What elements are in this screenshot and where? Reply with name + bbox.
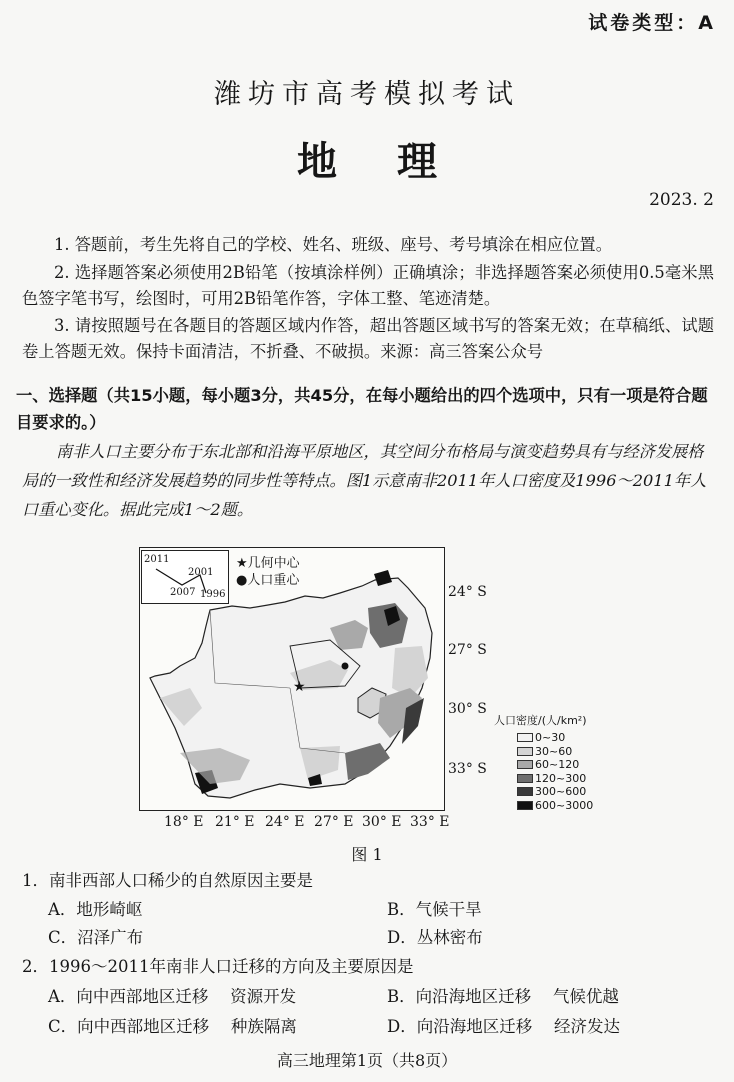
- density-legend-title: 人口密度/(人/km²): [494, 714, 587, 727]
- legend-label: 300~600: [535, 785, 587, 798]
- legend-swatch: [517, 733, 533, 742]
- inset-year-2011: 2011: [144, 554, 170, 565]
- legend-geometric-center: ★几何中心: [236, 556, 300, 571]
- instruction-2: 2. 选择题答案必须使用2B铅笔（按填涂样例）正确填涂；非选择题答案必须使用0.5毫米黑色签字笔书写，绘图时，可用2B铅笔作答，字体工整、笔迹清楚。: [22, 263, 714, 308]
- legend-swatch: [517, 787, 533, 796]
- q1-option-b[interactable]: B．气候干旱: [387, 900, 482, 919]
- lon-label-27: 27° E: [314, 814, 354, 830]
- density-legend-item: [517, 785, 586, 798]
- inset-year-1996: 1996: [200, 589, 226, 600]
- lat-label-27: 27° S: [448, 642, 487, 658]
- density-legend-item: [517, 745, 572, 758]
- legend-label: 0~30: [535, 731, 566, 744]
- legend-swatch: [517, 747, 533, 756]
- legend-label: 60~120: [535, 758, 580, 771]
- instruction-1: 1. 答题前，考生先将自己的学校、姓名、班级、座号、考号填涂在相应位置。: [54, 235, 612, 254]
- question-1-stem: 1．南非西部人口稀少的自然原因主要是: [22, 871, 313, 890]
- inset-year-2007: 2007: [170, 587, 196, 598]
- q1-option-a[interactable]: A．地形崎岖: [48, 900, 143, 919]
- subject-title: 地理: [297, 139, 497, 185]
- q1-option-c[interactable]: C．沼泽广布: [48, 928, 144, 947]
- density-legend-item: [517, 772, 586, 785]
- legend-swatch: [517, 801, 533, 810]
- density-legend-item: [517, 758, 579, 771]
- density-legend-item: [517, 731, 565, 744]
- geometric-center-star: ★: [293, 679, 306, 695]
- lat-label-30: 30° S: [448, 701, 487, 717]
- q2-option-b[interactable]: B．向沿海地区迁移 气候优越: [387, 987, 619, 1006]
- density-legend-item: [517, 799, 593, 812]
- q1-option-d[interactable]: D．丛林密布: [387, 928, 483, 947]
- lon-label-24: 24° E: [265, 814, 305, 830]
- population-center-dot: [342, 663, 349, 670]
- lon-label-21: 21° E: [215, 814, 255, 830]
- legend-label: 30~60: [535, 744, 573, 758]
- lat-label-24: 24° S: [448, 584, 487, 600]
- lon-label-30: 30° E: [362, 814, 402, 830]
- legend-swatch: [517, 760, 533, 769]
- legend-swatch: [517, 774, 533, 783]
- inset-year-2001: 2001: [188, 567, 214, 578]
- instruction-3: 3. 请按照题号在各题目的答题区域内作答，超出答题区域书写的答案无效；在草稿纸、试题卷上答题无效。保持卡面清洁，不折叠、不破损。来源：高三答案公众号: [22, 316, 714, 361]
- lon-label-18: 18° E: [164, 814, 204, 830]
- question-2-stem: 2．1996～2011年南非人口迁移的方向及主要原因是: [22, 957, 414, 976]
- legend-label: 600~3000: [535, 798, 594, 812]
- lat-label-33: 33° S: [448, 761, 487, 777]
- exam-date: 2023. 2: [649, 190, 714, 210]
- legend-population-center: ●人口重心: [236, 573, 300, 588]
- legend-label: 120~300: [535, 771, 587, 785]
- section-title: 一、选择题（共15小题，每小题3分，共45分，在每小题给出的四个选项中，只有一项是符合题目要求的。）: [16, 386, 708, 432]
- paper-type-label: 试卷类型：A: [588, 12, 716, 34]
- q2-option-a[interactable]: A．向中西部地区迁移 资源开发: [48, 987, 297, 1006]
- passage-text: 南非人口主要分布于东北部和沿海平原地区，其空间分布格局与演变趋势具有与经济发展格局的一致性和经济发展趋势的同步性等特点。图1示意南非2011年人口密度及1996～2011年人口重心变化。据此完成1～2题。: [22, 442, 707, 519]
- lon-label-33: 33° E: [410, 814, 450, 830]
- q2-option-c[interactable]: C．向中西部地区迁移 种族隔离: [48, 1017, 297, 1036]
- exam-title: 潍坊市高考模拟考试: [214, 79, 520, 110]
- population-center-inset: [141, 550, 229, 604]
- q2-option-d[interactable]: D．向沿海地区迁移 经济发达: [387, 1017, 620, 1036]
- figure-caption: 图 1: [351, 845, 383, 864]
- page-footer: 高三地理第1页（共8页）: [276, 1051, 458, 1070]
